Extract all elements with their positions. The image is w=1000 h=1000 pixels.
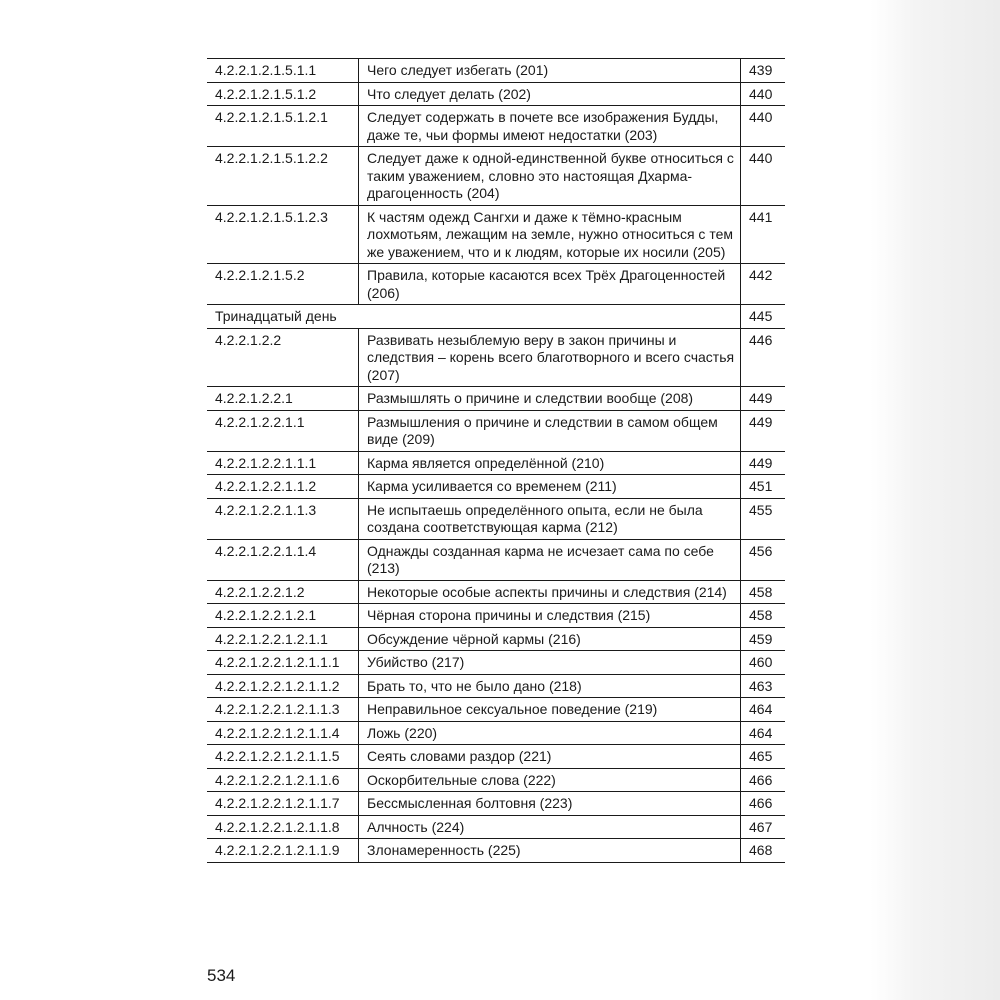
- entry-page-number: 440: [741, 82, 786, 106]
- entry-page-number: 451: [741, 475, 786, 499]
- section-number: 4.2.2.1.2.1.5.1.1: [207, 59, 359, 83]
- toc-row: [207, 59, 785, 83]
- section-number: 4.2.2.1.2.2: [207, 328, 359, 387]
- page-edge-shadow: [870, 0, 1000, 1000]
- toc-row: [207, 815, 785, 839]
- section-number: 4.2.2.1.2.2.1.2.1.1.4: [207, 721, 359, 745]
- entry-page-number: 468: [741, 839, 786, 863]
- toc-row: [207, 82, 785, 106]
- entry-title: Некоторые особые аспекты причины и следствия (214): [359, 580, 741, 604]
- toc-row: [207, 410, 785, 451]
- entry-page-number: 458: [741, 604, 786, 628]
- entry-page-number: 466: [741, 768, 786, 792]
- toc-row: [207, 451, 785, 475]
- entry-page-number: 463: [741, 674, 786, 698]
- entry-title: Не испытаешь определённого опыта, если не была создана соответствующая карма (212): [359, 498, 741, 539]
- entry-page-number: 464: [741, 698, 786, 722]
- entry-page-number: 459: [741, 627, 786, 651]
- entry-page-number: 455: [741, 498, 786, 539]
- section-number: 4.2.2.1.2.1.5.1.2.1: [207, 106, 359, 147]
- toc-row: [207, 147, 785, 206]
- toc-row: [207, 698, 785, 722]
- entry-title: Бессмысленная болтовня (223): [359, 792, 741, 816]
- entry-title: Карма является определённой (210): [359, 451, 741, 475]
- section-number: 4.2.2.1.2.2.1.2.1: [207, 604, 359, 628]
- section-number: 4.2.2.1.2.2.1.2.1.1.1: [207, 651, 359, 675]
- section-number: 4.2.2.1.2.2.1.2.1.1.6: [207, 768, 359, 792]
- entry-title: Обсуждение чёрной кармы (216): [359, 627, 741, 651]
- entry-page-number: 456: [741, 539, 786, 580]
- section-number: 4.2.2.1.2.1.5.2: [207, 264, 359, 305]
- entry-title: Правила, которые касаются всех Трёх Драгоценностей (206): [359, 264, 741, 305]
- entry-page-number: 449: [741, 410, 786, 451]
- section-number: 4.2.2.1.2.2.1.2.1.1.2: [207, 674, 359, 698]
- section-number: 4.2.2.1.2.2.1.2.1.1.8: [207, 815, 359, 839]
- entry-page-number: 442: [741, 264, 786, 305]
- entry-title: Чего следует избегать (201): [359, 59, 741, 83]
- entry-page-number: 449: [741, 451, 786, 475]
- section-number: 4.2.2.1.2.2.1.2.1.1.3: [207, 698, 359, 722]
- section-number: 4.2.2.1.2.2.1.2: [207, 580, 359, 604]
- entry-title: Неправильное сексуальное поведение (219): [359, 698, 741, 722]
- section-number: 4.2.2.1.2.2.1.2.1.1: [207, 627, 359, 651]
- toc-row: [207, 106, 785, 147]
- entry-page-number: 465: [741, 745, 786, 769]
- entry-page-number: 440: [741, 147, 786, 206]
- entry-page-number: 446: [741, 328, 786, 387]
- entry-title: Карма усиливается со временем (211): [359, 475, 741, 499]
- page-number: 534: [207, 966, 236, 985]
- section-number: 4.2.2.1.2.1.5.1.2: [207, 82, 359, 106]
- entry-title: Убийство (217): [359, 651, 741, 675]
- section-number: 4.2.2.1.2.2.1.2.1.1.5: [207, 745, 359, 769]
- entry-page-number: 445: [741, 305, 786, 329]
- entry-title: Алчность (224): [359, 815, 741, 839]
- section-number: 4.2.2.1.2.1.5.1.2.2: [207, 147, 359, 206]
- entry-title: Следует даже к одной-единственной букве относиться с таким уважением, словно это настоящая Дхарма-драгоценность (204): [359, 147, 741, 206]
- entry-title: Брать то, что не было дано (218): [359, 674, 741, 698]
- entry-page-number: 441: [741, 205, 786, 264]
- entry-title: К частям одежд Сангхи и даже к тёмно-красным лохмотьям, лежащим на земле, нужно относиться с тем же уважением, что и к людям, которые их носили (205): [359, 205, 741, 264]
- section-number: 4.2.2.1.2.2.1.1.1: [207, 451, 359, 475]
- toc-row: [207, 539, 785, 580]
- entry-title: Злонамеренность (225): [359, 839, 741, 863]
- toc-row: [207, 627, 785, 651]
- entry-title: Размышлять о причине и следствии вообще (208): [359, 387, 741, 411]
- toc-row: [207, 839, 785, 863]
- entry-title: Сеять словами раздор (221): [359, 745, 741, 769]
- toc-row: [207, 264, 785, 305]
- entry-page-number: 466: [741, 792, 786, 816]
- toc-row: [207, 475, 785, 499]
- toc-row: [207, 792, 785, 816]
- entry-title: Развивать незыблемую веру в закон причины и следствия – корень всего благотворного и всего счастья (207): [359, 328, 741, 387]
- section-number: 4.2.2.1.2.2.1.2.1.1.9: [207, 839, 359, 863]
- section-number: 4.2.2.1.2.1.5.1.2.3: [207, 205, 359, 264]
- section-title: Тринадцатый день: [207, 305, 741, 329]
- entry-title: Чёрная сторона причины и следствия (215): [359, 604, 741, 628]
- toc-row: [207, 387, 785, 411]
- table-of-contents: [207, 58, 785, 863]
- entry-page-number: 440: [741, 106, 786, 147]
- toc-body: [207, 59, 785, 863]
- toc-row: [207, 768, 785, 792]
- toc-row: [207, 604, 785, 628]
- toc-section-row: [207, 305, 785, 329]
- entry-title: Что следует делать (202): [359, 82, 741, 106]
- toc-row: [207, 674, 785, 698]
- entry-title: Следует содержать в почете все изображения Будды, даже те, чьи формы имеют недостатки (203): [359, 106, 741, 147]
- section-number: 4.2.2.1.2.2.1.1: [207, 410, 359, 451]
- section-number: 4.2.2.1.2.2.1.1.4: [207, 539, 359, 580]
- toc-row: [207, 651, 785, 675]
- entry-title: Однажды созданная карма не исчезает сама по себе (213): [359, 539, 741, 580]
- entry-page-number: 439: [741, 59, 786, 83]
- entry-title: Оскорбительные слова (222): [359, 768, 741, 792]
- entry-page-number: 467: [741, 815, 786, 839]
- toc-row: [207, 205, 785, 264]
- section-number: 4.2.2.1.2.2.1.1.3: [207, 498, 359, 539]
- toc-row: [207, 721, 785, 745]
- entry-title: Размышления о причине и следствии в самом общем виде (209): [359, 410, 741, 451]
- toc-row: [207, 328, 785, 387]
- entry-page-number: 464: [741, 721, 786, 745]
- section-number: 4.2.2.1.2.2.1: [207, 387, 359, 411]
- entry-page-number: 460: [741, 651, 786, 675]
- toc-row: [207, 498, 785, 539]
- entry-page-number: 449: [741, 387, 786, 411]
- section-number: 4.2.2.1.2.2.1.2.1.1.7: [207, 792, 359, 816]
- toc-row: [207, 745, 785, 769]
- entry-title: Ложь (220): [359, 721, 741, 745]
- entry-page-number: 458: [741, 580, 786, 604]
- toc-row: [207, 580, 785, 604]
- section-number: 4.2.2.1.2.2.1.1.2: [207, 475, 359, 499]
